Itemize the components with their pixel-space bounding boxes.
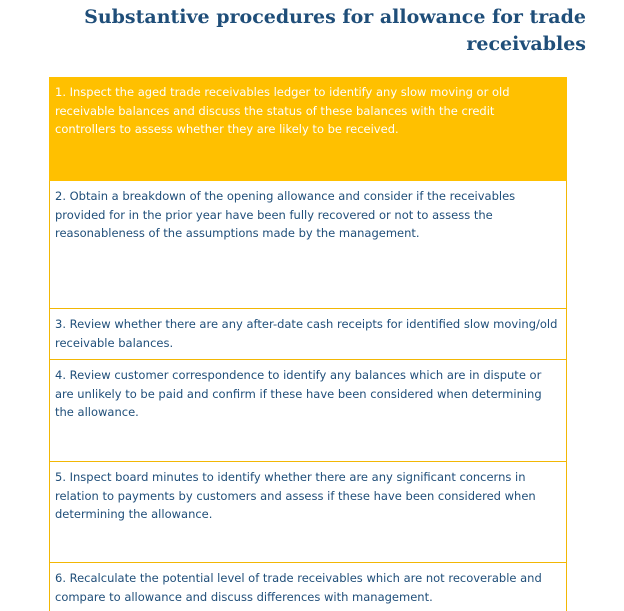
procedure-row-2: 2. Obtain a breakdown of the opening allowance and consider if the receivables provided for in the prior year have been fully recovered or not to assess the reasonableness of the assumptions made by the management. [49,181,567,309]
procedure-row-3: 3. Review whether there are any after-date cash receipts for identified slow moving/old receivable balances. [49,309,567,360]
procedure-row-5: 5. Inspect board minutes to identify whether there are any significant concerns in relation to payments by customers and assess if these have been considered when determining the allowance. [49,462,567,563]
procedure-row-6: 6. Recalculate the potential level of trade receivables which are not recoverable and compare to allowance and discuss differences with management. [49,563,567,611]
procedures-table [49,77,567,611]
procedure-row-4: 4. Review customer correspondence to identify any balances which are in dispute or are unlikely to be paid and confirm if these have been considered when determining the allowance. [49,360,567,462]
page-title: Substantive procedures for allowance for trade receivables [84,6,586,55]
procedure-row-1: 1. Inspect the aged trade receivables ledger to identify any slow moving or old receivable balances and discuss the status of these balances with the credit controllers to assess whether they are likely to be received. [49,77,567,181]
